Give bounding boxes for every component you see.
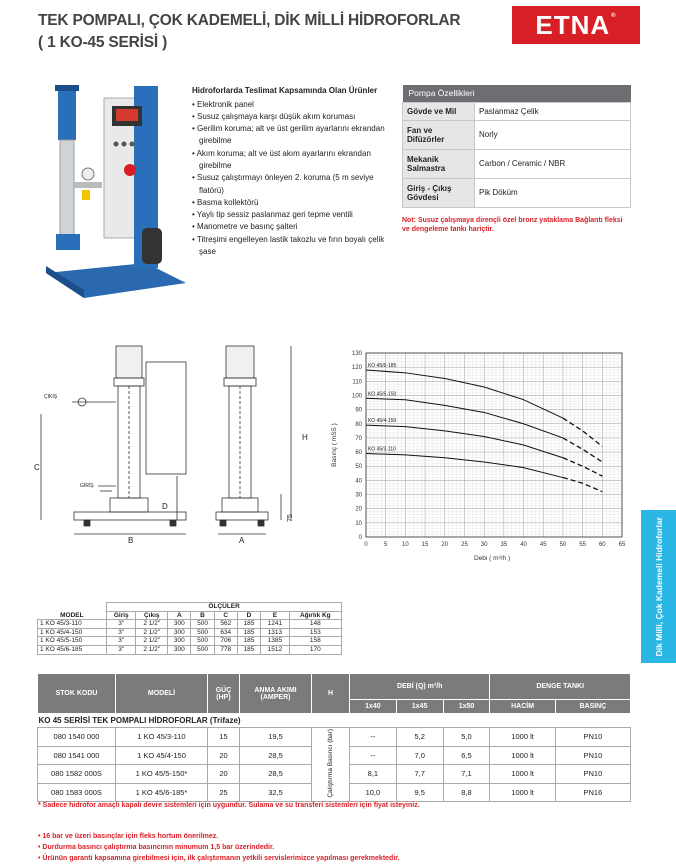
table-cell: PN10 xyxy=(555,746,630,765)
table-row xyxy=(38,728,631,747)
page-title xyxy=(38,10,460,54)
y-tick-label: 50 xyxy=(355,464,362,471)
y-tick-label: 70 xyxy=(355,435,362,442)
delivery-item: • Yaylı tip sessiz paslanmaz geri tepme ventili xyxy=(192,209,392,221)
dims-cell: 158 xyxy=(289,637,341,646)
h-label: Çalıştırma Basıncı (bar) xyxy=(326,729,334,798)
y-tick-label: 130 xyxy=(351,351,362,357)
dims-cell: 1512 xyxy=(261,645,290,654)
dims-cell: 148 xyxy=(289,620,341,629)
dims-col-header: Çıkış xyxy=(136,611,168,620)
delivery-item: • Gerilim koruma; alt ve üst gerilim ayarlarını ekrandan girebilme xyxy=(192,123,392,148)
table-cell: -- xyxy=(350,728,397,747)
delivery-item: • Susuz çalıştırmayı önleyen 2. koruma (5 m seviye flatörü) xyxy=(192,172,392,197)
dims-cell: 1241 xyxy=(261,620,290,629)
dim-h-label: H xyxy=(302,433,308,442)
plot-frame xyxy=(366,353,622,537)
y-axis-label: Basınç ( mSS ) xyxy=(331,423,338,467)
footnote: • Durdurma basıncı çalıştırma basıncının minumum 1,5 bar üzerindedir. xyxy=(38,844,275,851)
dims-cell: 1 KO 45/6-185 xyxy=(38,645,107,654)
delivery-item: • Manometre ve basınç şalteri xyxy=(192,221,392,233)
delivery-title: Hidroforlarda Teslimat Kapsamında Olan Ürünler xyxy=(192,86,378,95)
table-cell: 9,5 xyxy=(396,783,443,802)
table-cell: 080 1540 000 xyxy=(38,728,116,747)
table-cell: 1 KO 45/5-150* xyxy=(116,765,208,784)
dims-row xyxy=(38,628,342,637)
x-tick-label: 45 xyxy=(539,542,547,548)
y-tick-label: 10 xyxy=(355,520,362,527)
outlet-label: ÇIKIŞ xyxy=(44,394,58,400)
table-cell: 20 xyxy=(208,746,240,765)
dims-row xyxy=(38,637,342,646)
dims-cell: 500 xyxy=(191,637,214,646)
dims-cell: 2 1/2" xyxy=(136,620,168,629)
dims-col-header: D xyxy=(237,611,260,620)
dims-cell: 562 xyxy=(214,620,237,629)
dim-e-label: 75 xyxy=(287,514,294,522)
dims-col-header: E xyxy=(261,611,290,620)
specs-title: Pompa Özellikleri xyxy=(403,85,631,102)
spec-key: Mekanik Salmastra xyxy=(403,149,475,178)
y-tick-label: 30 xyxy=(355,492,362,499)
dim-a-label: A xyxy=(239,536,245,545)
delivery-item: • Susuz çalışmaya karşı düşük akım koruması xyxy=(192,111,392,123)
title-line-1: TEK POMPALI, ÇOK KADEMELİ, DİK MİLLİ HİDROFORLAR xyxy=(38,12,461,29)
footnote: • Ürünün garanti kapsamına girebilmesi için, ilk çalıştırmanın yetkili servislerimizce yapılması gerekmektedir. xyxy=(38,855,400,862)
x-tick-label: 10 xyxy=(402,542,409,548)
dims-row xyxy=(38,620,342,629)
x-tick-label: 0 xyxy=(364,542,368,548)
pump-specs-table xyxy=(402,85,631,208)
dim-b-label: B xyxy=(128,536,134,545)
table-cell: 7,0 xyxy=(396,746,443,765)
col-pressure: BASINÇ xyxy=(555,700,630,714)
x-tick-label: 5 xyxy=(384,542,388,548)
dims-col-header: Ağırlık Kg xyxy=(289,611,341,620)
dims-cell: 706 xyxy=(214,637,237,646)
table-cell: 8,8 xyxy=(443,783,490,802)
table-cell: 6,5 xyxy=(443,746,490,765)
spec-key: Fan ve Difüzörler xyxy=(403,120,475,149)
dims-cell: 2 1/2" xyxy=(136,645,168,654)
dims-cell: 3" xyxy=(107,637,136,646)
specs-note: Not: Susuz çalışmaya dirençli özel bronz yataklama Bağlantı fleksi ve dengeleme tankı hariçtir. xyxy=(402,217,623,233)
table-cell: PN10 xyxy=(555,765,630,784)
table-cell: -- xyxy=(350,746,397,765)
side-tab-label: Dik Milli, Çok Kademeli Hidroforlar xyxy=(653,516,664,657)
table-cell: 1 KO 45/3-110 xyxy=(116,728,208,747)
table-cell: 1 KO 45/6-185* xyxy=(116,783,208,802)
table-cell: 10,0 xyxy=(350,783,397,802)
series-label: KO 45/3-110 xyxy=(367,446,396,453)
logo-text: ETNA xyxy=(535,9,611,40)
dims-cell: 634 xyxy=(214,628,237,637)
table-cell: 5,0 xyxy=(443,728,490,747)
x-tick-label: 25 xyxy=(461,542,468,548)
x-tick-label: 50 xyxy=(559,542,567,548)
dims-row xyxy=(38,645,342,654)
col-h: H xyxy=(312,674,350,714)
y-tick-label: 100 xyxy=(351,393,362,400)
delivery-scope xyxy=(192,86,392,258)
footnote: * Sadece hidrofor amaçlı kapalı devre sistemleri için uygundur. Sulama ve su transferi sistemleri için fiyat isteyiniz. xyxy=(38,802,420,809)
dims-col-header: A xyxy=(168,611,191,620)
x-tick-label: 65 xyxy=(618,542,626,548)
delivery-item: • Titreşimi engelleyen lastik takozlu ve fırın boyalı çelik şase xyxy=(192,234,392,259)
dims-cell: 153 xyxy=(289,628,341,637)
dims-cell: 1385 xyxy=(261,637,290,646)
x-tick-label: 35 xyxy=(500,542,508,548)
table-cell: PN10 xyxy=(555,728,630,747)
y-tick-label: 90 xyxy=(355,407,362,414)
dims-cell: 1313 xyxy=(261,628,290,637)
dims-cell: 1 KO 45/4-150 xyxy=(38,628,107,637)
dims-title: ÖLÇÜLER xyxy=(107,603,342,612)
spec-value: Carbon / Ceramic / NBR xyxy=(475,149,631,178)
table-cell: 1000 lt xyxy=(490,728,555,747)
dims-cell: 778 xyxy=(214,645,237,654)
product-table xyxy=(37,673,631,802)
dims-col-header: B xyxy=(191,611,214,620)
performance-chart xyxy=(326,343,630,565)
col-model: MODELİ xyxy=(116,674,208,714)
table-cell: 32,5 xyxy=(240,783,312,802)
spec-value: Norly xyxy=(475,120,631,149)
table-cell: 25 xyxy=(208,783,240,802)
y-tick-label: 40 xyxy=(355,478,362,485)
dims-cell: 500 xyxy=(191,645,214,654)
dims-col-header: C xyxy=(214,611,237,620)
table-cell: 1000 lt xyxy=(490,765,555,784)
title-line-2: ( 1 KO-45 SERİSİ ) xyxy=(38,34,168,51)
table-cell: 080 1583 000S xyxy=(38,783,116,802)
table-cell: 7,1 xyxy=(443,765,490,784)
inlet-label: GİRİŞ xyxy=(80,483,94,489)
dims-cell: 3" xyxy=(107,628,136,637)
x-tick-label: 40 xyxy=(520,542,527,548)
table-cell: 8,1 xyxy=(350,765,397,784)
col-volume: HACİM xyxy=(490,700,555,714)
dims-cell: 185 xyxy=(237,645,260,654)
x-tick-label: 55 xyxy=(579,542,586,548)
dims-cell: 185 xyxy=(237,628,260,637)
product-photo xyxy=(38,78,188,300)
col-1x40: 1x40 xyxy=(350,700,397,714)
col-current: ANMA AKIMI (AMPER) xyxy=(240,674,312,714)
dimension-drawing xyxy=(34,336,344,546)
x-tick-label: 60 xyxy=(598,542,606,548)
table-cell: 5,2 xyxy=(396,728,443,747)
table-cell: 1 KO 45/4-150 xyxy=(116,746,208,765)
x-tick-label: 30 xyxy=(480,542,488,548)
dims-cell: 185 xyxy=(237,637,260,646)
y-tick-label: 60 xyxy=(355,450,362,457)
table-cell: 080 1541 000 xyxy=(38,746,116,765)
delivery-item: • Basma kollektörü xyxy=(192,197,392,209)
spec-row xyxy=(403,120,631,149)
delivery-item: • Akım koruma; alt ve üst akım ayarlarını ekrandan girebilme xyxy=(192,148,392,173)
dims-cell: 1 KO 45/5-150 xyxy=(38,637,107,646)
col-1x50: 1x50 xyxy=(443,700,490,714)
table-cell: 19,5 xyxy=(240,728,312,747)
dims-cell: 1 KO 45/3-110 xyxy=(38,620,107,629)
logo-mark: ® xyxy=(611,13,617,19)
dims-cell: 3" xyxy=(107,645,136,654)
y-tick-label: 120 xyxy=(351,365,362,372)
dim-c-label: C xyxy=(34,463,40,472)
y-tick-label: 110 xyxy=(352,379,362,386)
spec-value: Pik Döküm xyxy=(475,178,631,207)
dims-cell: 300 xyxy=(168,645,191,654)
y-tick-label: 20 xyxy=(355,506,362,513)
h-cell xyxy=(312,728,350,802)
col-1x45: 1x45 xyxy=(396,700,443,714)
dims-cell: 2 1/2" xyxy=(136,628,168,637)
x-axis-label: Debi ( m³/h ) xyxy=(474,555,511,562)
dims-model-header: MODEL xyxy=(38,603,107,620)
table-cell: 1000 lt xyxy=(490,783,555,802)
series-label: KO 45/5-150 xyxy=(367,391,397,398)
table-cell: 28,5 xyxy=(240,765,312,784)
col-tank: DENGE TANKI xyxy=(490,674,631,700)
dims-cell: 300 xyxy=(168,637,191,646)
col-power: GÜÇ (HP) xyxy=(208,674,240,714)
series-label: KO 45/6-185 xyxy=(367,362,397,369)
y-tick-label: 80 xyxy=(355,421,362,428)
table-cell: 28,5 xyxy=(240,746,312,765)
spec-row xyxy=(403,149,631,178)
spec-value: Paslanmaz Çelik xyxy=(475,102,631,120)
section-title: KO 45 SERİSİ TEK POMPALI HİDROFORLAR (Trifaze) xyxy=(38,716,241,725)
table-cell: 1000 lt xyxy=(490,746,555,765)
dim-d-label: D xyxy=(162,502,168,511)
table-cell: PN16 xyxy=(555,783,630,802)
table-cell: 20 xyxy=(208,765,240,784)
dims-cell: 170 xyxy=(289,645,341,654)
col-stock: STOK KODU xyxy=(38,674,116,714)
spec-row xyxy=(403,178,631,207)
series-label: KO 45/4-150 xyxy=(367,418,397,425)
table-cell: 15 xyxy=(208,728,240,747)
spec-key: Gövde ve Mil xyxy=(403,102,475,120)
dims-cell: 300 xyxy=(168,628,191,637)
dims-col-header: Giriş xyxy=(107,611,136,620)
col-debi: DEBİ (Q) m³/h xyxy=(350,674,490,700)
dims-cell: 3" xyxy=(107,620,136,629)
dims-cell: 500 xyxy=(191,620,214,629)
dims-cell: 2 1/2" xyxy=(136,637,168,646)
x-tick-label: 15 xyxy=(421,542,429,548)
delivery-item: • Elektronik panel xyxy=(192,99,392,111)
side-tab xyxy=(641,510,676,663)
footnote: • 16 bar ve üzeri basınçlar için fleks hortum önerilmez. xyxy=(38,833,219,840)
dims-cell: 185 xyxy=(237,620,260,629)
dims-cell: 300 xyxy=(168,620,191,629)
delivery-list xyxy=(192,99,392,259)
spec-row xyxy=(403,102,631,120)
table-cell: 7,7 xyxy=(396,765,443,784)
y-tick-label: 0 xyxy=(358,535,362,541)
dims-cell: 500 xyxy=(191,628,214,637)
spec-key: Giriş - Çıkış Gövdesi xyxy=(403,178,475,207)
table-cell: 080 1582 000S xyxy=(38,765,116,784)
x-tick-label: 20 xyxy=(441,542,449,548)
dimensions-table xyxy=(37,602,342,655)
etna-logo xyxy=(512,6,640,44)
